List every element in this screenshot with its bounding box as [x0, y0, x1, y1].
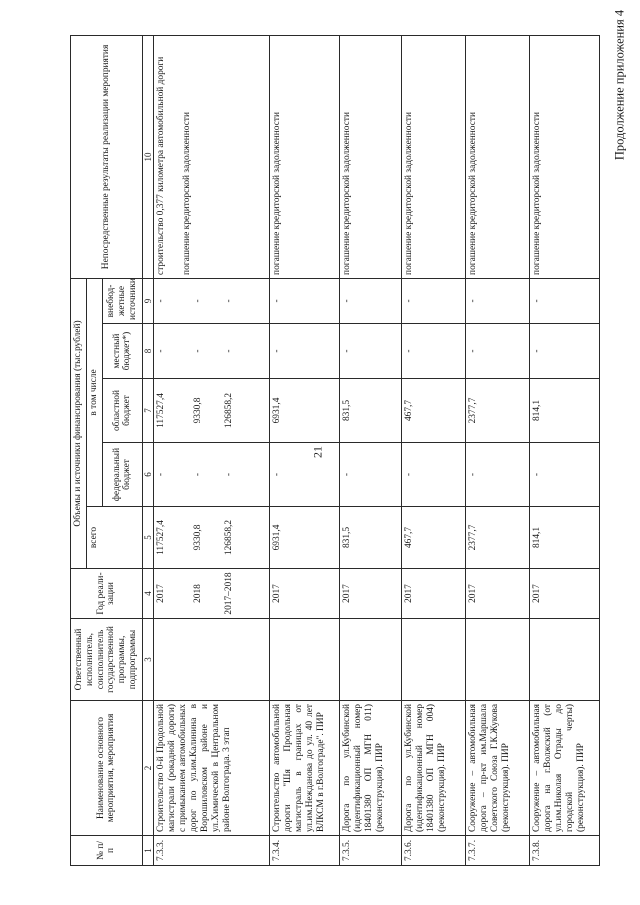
row-extra: - — [340, 278, 402, 323]
row-year: 2017 — [402, 569, 466, 619]
rotated-table-container — [70, 36, 640, 866]
col-number: 10 — [142, 35, 153, 278]
row-local: - — [466, 324, 530, 379]
header-num: № п/п — [71, 836, 143, 866]
header-federal: федеральный бюджет — [102, 443, 142, 507]
value: - — [193, 349, 204, 353]
row-name: Строительство 0-й Продольной магистрали (рокадной дороги) с примыканием автомобильных дорог по ул.им.Калинина в Ворошиловском районе и ул.Химической в Центральном районе Волгограда. 3 этап — [154, 701, 270, 836]
row-result — [154, 35, 270, 278]
value: 9330,8 — [193, 524, 204, 551]
value: - — [156, 472, 167, 477]
header-year: Год реали-зации — [71, 569, 143, 619]
row-total: 2377,7 — [466, 507, 530, 569]
row-extra: - — [402, 278, 466, 323]
row-result: погашение кредиторской задолженности — [270, 35, 340, 278]
col-number: 8 — [142, 324, 153, 379]
value: - — [156, 349, 167, 353]
value: - — [193, 472, 204, 477]
row-federal: - — [530, 443, 600, 507]
appendix-continuation-note: Продолжение приложения 4 — [612, 9, 627, 161]
header-regional: областной бюджет — [102, 379, 142, 443]
header-extra: внебюд-жетные источники — [102, 278, 142, 323]
value: - — [224, 472, 235, 477]
year-value: 2017 — [156, 584, 167, 603]
row-local: - — [270, 324, 340, 379]
header-executor: Ответственный исполнитель, соисполнитель государственной программы, подпрограммы — [71, 619, 143, 701]
row-regional: 6931,4 — [270, 379, 340, 443]
row-federal: - — [270, 443, 340, 507]
row-number: 7.3.4. — [270, 836, 340, 866]
row-total: 467,7 — [402, 507, 466, 569]
row-total: 831,5 — [340, 507, 402, 569]
col-number: 6 — [142, 443, 153, 507]
row-executor — [402, 619, 466, 701]
row-executor — [530, 619, 600, 701]
header-incl: в том числе — [87, 278, 103, 506]
row-name: Сооружение – автомобильная дорога – пр-кт им.Маршала Советского Союза Г.К.Жукова (реконструкция). ПИР — [466, 701, 530, 836]
row-year: 2017 — [530, 569, 600, 619]
row-regional: 2377,7 — [466, 379, 530, 443]
row-number: 7.3.7. — [466, 836, 530, 866]
value: - — [193, 299, 204, 303]
header-name: Наименование основного мероприятия, мероприятия — [71, 701, 143, 836]
row-federal: - — [402, 443, 466, 507]
col-number: 5 — [142, 507, 153, 569]
col-number: 3 — [142, 619, 153, 701]
row-year: 2017 — [340, 569, 402, 619]
result-text: погашение кредиторской задолженности — [182, 111, 193, 275]
row-result: погашение кредиторской задолженности — [466, 35, 530, 278]
value: 117527,4 — [156, 393, 167, 428]
row-total: 6931,4 — [270, 507, 340, 569]
table-row — [530, 35, 600, 865]
row-name: Дорога по ул.Кубинской (идентификационный номер 18401380 ОП МГН 011) (реконструкция). ПИР — [340, 701, 402, 836]
header-local: местный бюджет*) — [102, 324, 142, 379]
row-extra: - — [270, 278, 340, 323]
row-year — [154, 569, 270, 619]
table-row — [340, 35, 402, 865]
row-regional — [154, 379, 270, 443]
value: - — [224, 349, 235, 353]
row-local: - — [530, 324, 600, 379]
row-year: 2017 — [270, 569, 340, 619]
header-result: Непосредственные результаты реализации мероприятия — [71, 35, 143, 278]
table-row — [466, 35, 530, 865]
page-number: 21 — [310, 446, 325, 458]
year-value: 2017–2018 — [224, 572, 235, 615]
col-number: 1 — [142, 836, 153, 866]
row-total: 814,1 — [530, 507, 600, 569]
header-funding: Объемы и источники финансирования (тыс.рублей) — [71, 278, 87, 568]
row-regional: 467,7 — [402, 379, 466, 443]
row-number: 7.3.5. — [340, 836, 402, 866]
row-name: Дорога по ул.Кубинской (идентификационный номер 18401380 ОП МГН 004) (реконструкция). ПИР — [402, 701, 466, 836]
row-year: 2017 — [466, 569, 530, 619]
result-text: строительство 0,377 километра автомобильной дороги — [156, 56, 167, 275]
funding-table — [70, 35, 600, 866]
row-number: 7.3.3. — [154, 836, 270, 866]
row-number: 7.3.8. — [530, 836, 600, 866]
row-extra: - — [466, 278, 530, 323]
row-executor — [466, 619, 530, 701]
value: - — [224, 299, 235, 303]
row-name: Сооружение – автомобильная дорога на г.Волжский (от ул.им.Николая Отрады до городской черты) (реконструкция). ПИР — [530, 701, 600, 836]
header-total: всего — [87, 507, 143, 569]
col-number: 9 — [142, 278, 153, 323]
value: 126858,2 — [224, 519, 235, 556]
row-federal: - — [340, 443, 402, 507]
row-executor — [340, 619, 402, 701]
year-value: 2018 — [193, 584, 204, 603]
row-executor — [270, 619, 340, 701]
col-number: 2 — [142, 701, 153, 836]
col-number: 7 — [142, 379, 153, 443]
value: - — [156, 299, 167, 303]
table-row — [270, 35, 340, 865]
row-local: - — [402, 324, 466, 379]
row-result: погашение кредиторской задолженности — [530, 35, 600, 278]
value: 9330,8 — [193, 397, 204, 424]
table-row — [154, 35, 270, 865]
col-number: 4 — [142, 569, 153, 619]
row-federal: - — [466, 443, 530, 507]
row-local — [154, 324, 270, 379]
value: 117527,4 — [156, 520, 167, 555]
row-total — [154, 507, 270, 569]
row-number: 7.3.6. — [402, 836, 466, 866]
table-row — [402, 35, 466, 865]
value: 126858,2 — [224, 392, 235, 429]
row-regional: 831,5 — [340, 379, 402, 443]
row-federal — [154, 443, 270, 507]
row-local: - — [340, 324, 402, 379]
row-result: погашение кредиторской задолженности — [402, 35, 466, 278]
row-extra: - — [530, 278, 600, 323]
row-executor — [154, 619, 270, 701]
row-result: погашение кредиторской задолженности — [340, 35, 402, 278]
row-extra — [154, 278, 270, 323]
row-name: Строительство автомобильной дороги "Шя Продольная магистраль в границах от ул.им.Нежданова до ул. 40 лет ВЛКСМ в г.Волгограде". ПИР — [270, 701, 340, 836]
row-regional: 814,1 — [530, 379, 600, 443]
